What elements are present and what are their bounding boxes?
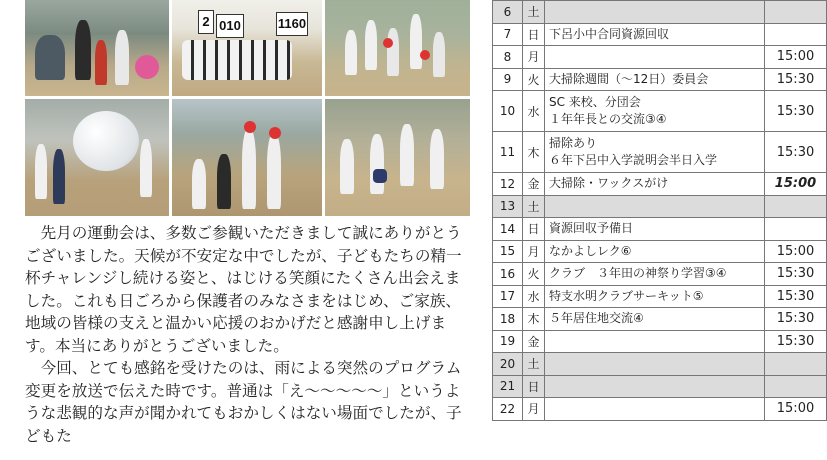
calendar-row (493, 218, 827, 241)
calendar-row (493, 353, 827, 376)
calendar-events (545, 240, 765, 263)
calendar-events (545, 398, 765, 421)
calendar-day: 9 (493, 68, 523, 91)
calendar-events (545, 330, 765, 353)
calendar-weekday: 月 (523, 398, 545, 421)
calendar-day: 7 (493, 23, 523, 46)
calendar-row (493, 308, 827, 331)
calendar-weekday: 火 (523, 263, 545, 286)
calendar-day: 20 (493, 353, 523, 376)
calendar-weekday: 土 (523, 195, 545, 218)
calendar-event: 下呂小中合同資源回収 (549, 26, 670, 41)
calendar-events (545, 308, 765, 331)
article-body (25, 222, 475, 447)
calendar-row (493, 46, 827, 69)
photo-big-ball (25, 99, 169, 216)
photo-running (325, 99, 470, 216)
calendar-weekday: 金 (523, 330, 545, 353)
calendar-row (493, 195, 827, 218)
calendar-day: 10 (493, 91, 523, 132)
calendar-weekday: 火 (523, 68, 545, 91)
calendar-event: SC 来校、分団会 (549, 95, 641, 109)
calendar-day: 12 (493, 173, 523, 196)
calendar-event: なかよしレク⑥ (549, 243, 632, 258)
calendar-row (493, 23, 827, 46)
calendar-weekday: 土 (523, 353, 545, 376)
calendar-weekday: 日 (523, 375, 545, 398)
calendar-row (493, 398, 827, 421)
calendar-day: 19 (493, 330, 523, 353)
calendar-row (493, 375, 827, 398)
calendar-event: １年年長との交流③④ (549, 112, 667, 126)
calendar-time (765, 195, 827, 218)
calendar-time: 15:00 (765, 398, 827, 421)
calendar-day: 17 (493, 285, 523, 308)
calendar-time (765, 353, 827, 376)
calendar-event: 資源回収予備日 (549, 221, 634, 236)
calendar-event: 大掃除週間（～12日）委員会 (549, 71, 709, 86)
photo-spectators (25, 0, 169, 96)
calendar-weekday: 土 (523, 1, 545, 24)
calendar-row (493, 1, 827, 24)
calendar-events (545, 91, 765, 132)
photo-tug-of-war (172, 99, 322, 216)
photo-cheering (325, 0, 470, 96)
calendar-weekday: 月 (523, 240, 545, 263)
calendar-time: 15:00 (765, 46, 827, 69)
calendar-weekday: 水 (523, 91, 545, 132)
calendar-time: 15:30 (765, 308, 827, 331)
photo-score-signs (172, 0, 322, 96)
calendar-events (545, 263, 765, 286)
calendar-day: 21 (493, 375, 523, 398)
calendar-day: 22 (493, 398, 523, 421)
calendar-weekday: 日 (523, 23, 545, 46)
calendar-weekday: 日 (523, 218, 545, 241)
calendar-time (765, 375, 827, 398)
calendar-event: 掃除あり (549, 136, 598, 150)
calendar-weekday: 水 (523, 285, 545, 308)
calendar-event: 特支水明クラブサーキット⑤ (549, 288, 704, 303)
calendar-table (492, 0, 827, 421)
calendar-weekday: 金 (523, 173, 545, 196)
calendar-day: 8 (493, 46, 523, 69)
calendar-events (545, 375, 765, 398)
calendar-events (545, 285, 765, 308)
calendar-event: ５年居住地交流④ (549, 311, 644, 326)
calendar-row (493, 330, 827, 353)
article-paragraph-1: 先月の運動会は、多数ご参観いただきまして誠にありがとうございました。天候が不安定な中でしたが、子どもたちの精一杯チャレンジし続ける姿と、はじける笑顔にたくさん出会えました。これも日ごろから保護者のみなさまをはじめ、ご家族、地域の皆様の支えと温かい応援のおかげだと感謝申し上げます。本当にありがとうございました。 (25, 224, 462, 355)
calendar-event: 大掃除・ワックスがけ (549, 176, 669, 191)
calendar-time: 15:30 (765, 330, 827, 353)
calendar-events (545, 195, 765, 218)
calendar-time: 15:30 (765, 68, 827, 91)
calendar-events (545, 218, 765, 241)
calendar-events (545, 173, 765, 196)
calendar-events (545, 23, 765, 46)
calendar-row (493, 240, 827, 263)
event-calendar (492, 0, 817, 421)
calendar-day: 16 (493, 263, 523, 286)
calendar-events (545, 46, 765, 69)
calendar-day: 13 (493, 195, 523, 218)
calendar-day: 11 (493, 132, 523, 173)
calendar-time: 15:30 (765, 285, 827, 308)
calendar-event: クラブ ３年田の神祭り学習③④ (549, 266, 727, 281)
calendar-row (493, 263, 827, 286)
calendar-time: 15:30 (765, 91, 827, 132)
calendar-day: 6 (493, 1, 523, 24)
calendar-time (765, 1, 827, 24)
calendar-row (493, 173, 827, 196)
score-sign-right: 1160 (276, 12, 308, 36)
calendar-time: 15:00 (765, 173, 827, 196)
calendar-weekday: 月 (523, 46, 545, 69)
calendar-events (545, 132, 765, 173)
calendar-time: 15:30 (765, 263, 827, 286)
calendar-weekday: 木 (523, 308, 545, 331)
calendar-time: 15:30 (765, 132, 827, 173)
calendar-row (493, 68, 827, 91)
calendar-time (765, 218, 827, 241)
calendar-events (545, 1, 765, 24)
calendar-events (545, 353, 765, 376)
calendar-row (493, 132, 827, 173)
score-sign-left: 2 (198, 10, 214, 34)
calendar-row (493, 91, 827, 132)
article-paragraph-2: 今回、とても感銘を受けたのは、雨による突然のプログラム変更を放送で伝えた時です。普通は「え～～～～～」というような悲観的な声が聞かれてもおかしくはない場面でしたが、子どもた (25, 359, 462, 445)
calendar-row (493, 285, 827, 308)
calendar-day: 15 (493, 240, 523, 263)
calendar-day: 14 (493, 218, 523, 241)
calendar-event: ６年下呂中入学説明会半日入学 (549, 153, 718, 167)
score-sign-middle: 010 (216, 14, 244, 38)
calendar-time: 15:00 (765, 240, 827, 263)
calendar-time (765, 23, 827, 46)
calendar-events (545, 68, 765, 91)
calendar-day: 18 (493, 308, 523, 331)
photo-collage (25, 0, 470, 216)
calendar-weekday: 木 (523, 132, 545, 173)
